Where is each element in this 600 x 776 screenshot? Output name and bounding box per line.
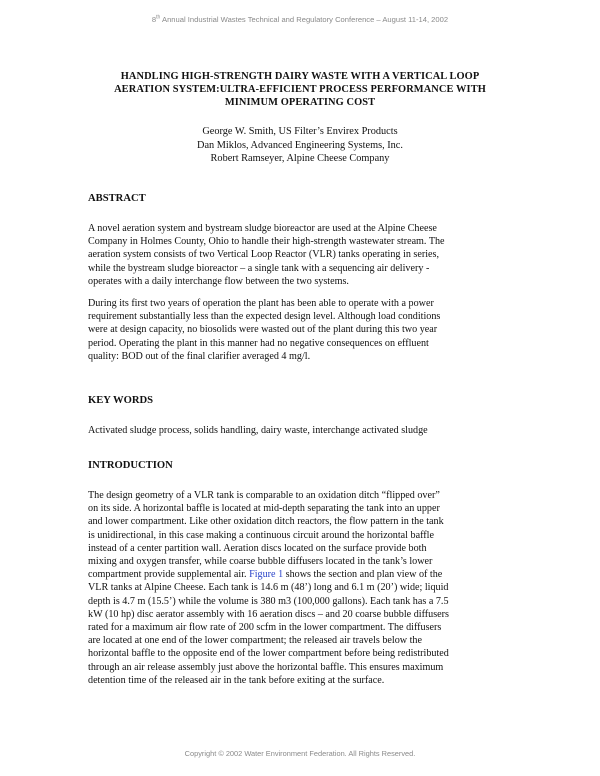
header-ordinal: 8 [151,15,157,24]
text-line: requirement substantially less than the expected design level. Although load conditions [88,311,441,323]
text-line: detention time of the released air in the tank before exiting at the surface. [88,674,385,686]
text-line: The design geometry of a VLR tank is comparable to an oxidation ditch “flipped over” [88,490,440,501]
text-line: rated for a maximum air flow rate of 200 scfm in the lower compartment. The diffusers [88,622,442,634]
conference-header [0,15,600,24]
copyright-footer: Copyright © 2002 Water Environment Federation. All Rights Reserved. [184,749,416,758]
text-line: through an air release assembly just above the horizontal baffle. This ensures maximum [88,661,444,673]
author-list [100,125,500,166]
keywords-heading: KEY WORDS [88,395,154,406]
text-line: period. Operating the plant in this manner had no negative consequences on effluent [88,337,429,349]
text-line: depth is 4.7 m (15.5’) while the volume is 380 m3 (100,000 gallons). Each tank has a 7.5 [88,595,449,607]
text-line: kW (10 hp) disc aerator assembly with 16 aeration discs – and 20 coarse bubble diffusers [88,608,449,620]
text-line: and lower compartment. Like other oxidation ditch reactors, the flow pattern in the tank [88,516,444,528]
author-line: George W. Smith, US Filter’s Envirex Products [202,126,398,137]
text-line: operates with a daily interchange flow between the two systems. [88,275,349,287]
text-line-with-link [88,568,520,581]
text-line: aeration system consists of two Vertical Loop Reactor (VLR) tanks operating in series, [88,249,440,261]
text-fragment: shows the section and plan view of the [283,569,443,581]
text-line: is unidirectional, in this case making a continuous circuit around the horizontal baffle [88,529,434,541]
text-line: quality: BOD out of the final clarifier averaged 4 mg/l. [88,350,311,362]
text-line: Company in Holmes County, Ohio to handle their high-strength wastewater stream. The [88,236,445,248]
abstract-paragraph-2 [88,297,520,363]
text-line: Activated sludge process, solids handling, dairy waste, interchange activated sludge [88,425,428,436]
author-line: Robert Ramseyer, Alpine Cheese Company [210,153,390,164]
text-line: During its first two years of operation the plant has been able to operate with a power [88,298,434,309]
author-line: Dan Miklos, Advanced Engineering Systems, Inc. [197,139,403,151]
header-text: Annual Industrial Wastes Technical and Regulatory Conference – August 11-14, 2002 [160,15,449,24]
text-line: while the bystream sludge bioreactor – a single tank with a sequencing air delivery - [88,262,430,274]
figure-1-link[interactable]: Figure 1 [249,569,284,581]
keywords-text [88,424,520,437]
text-fragment: compartment provide supplemental air. [88,569,250,581]
text-line: instead of a center partition wall. Aeration discs located on the surface provide both [88,542,427,554]
paper-title [70,70,530,109]
introduction-heading: INTRODUCTION [88,460,173,471]
abstract-paragraph-1 [88,222,520,288]
text-line: mixing and oxygen transfer, while coarse bubble diffusers located in the tank’s lower [88,556,433,568]
text-line: A novel aeration system and bystream sludge bioreactor are used at the Alpine Cheese [88,223,437,234]
abstract-heading: ABSTRACT [88,193,146,204]
title-line: HANDLING HIGH-STRENGTH DAIRY WASTE WITH A VERTICAL LOOP [120,71,480,82]
header-ordinal-suffix: th [156,14,161,21]
text-line: were at design capacity, no biosolids were wasted out of the plant during this two year [88,324,438,336]
text-line: on its side. A horizontal baffle is located at mid-depth separating the tank into an upper [88,503,440,515]
text-line: VLR tanks at Alpine Cheese. Each tank is 14.6 m (48’) long and 6.1 m (20’) wide; liquid [88,582,449,594]
title-line: AERATION SYSTEM:ULTRA-EFFICIENT PROCESS PERFORMANCE WITH [114,84,486,95]
text-line: are located at one end of the lower compartment; the released air travels below the [88,635,422,647]
introduction-paragraph [88,489,520,687]
title-line: MINIMUM OPERATING COST [224,97,376,108]
text-line: horizontal baffle to the opposite end of the lower compartment before being redistributed [88,648,449,660]
